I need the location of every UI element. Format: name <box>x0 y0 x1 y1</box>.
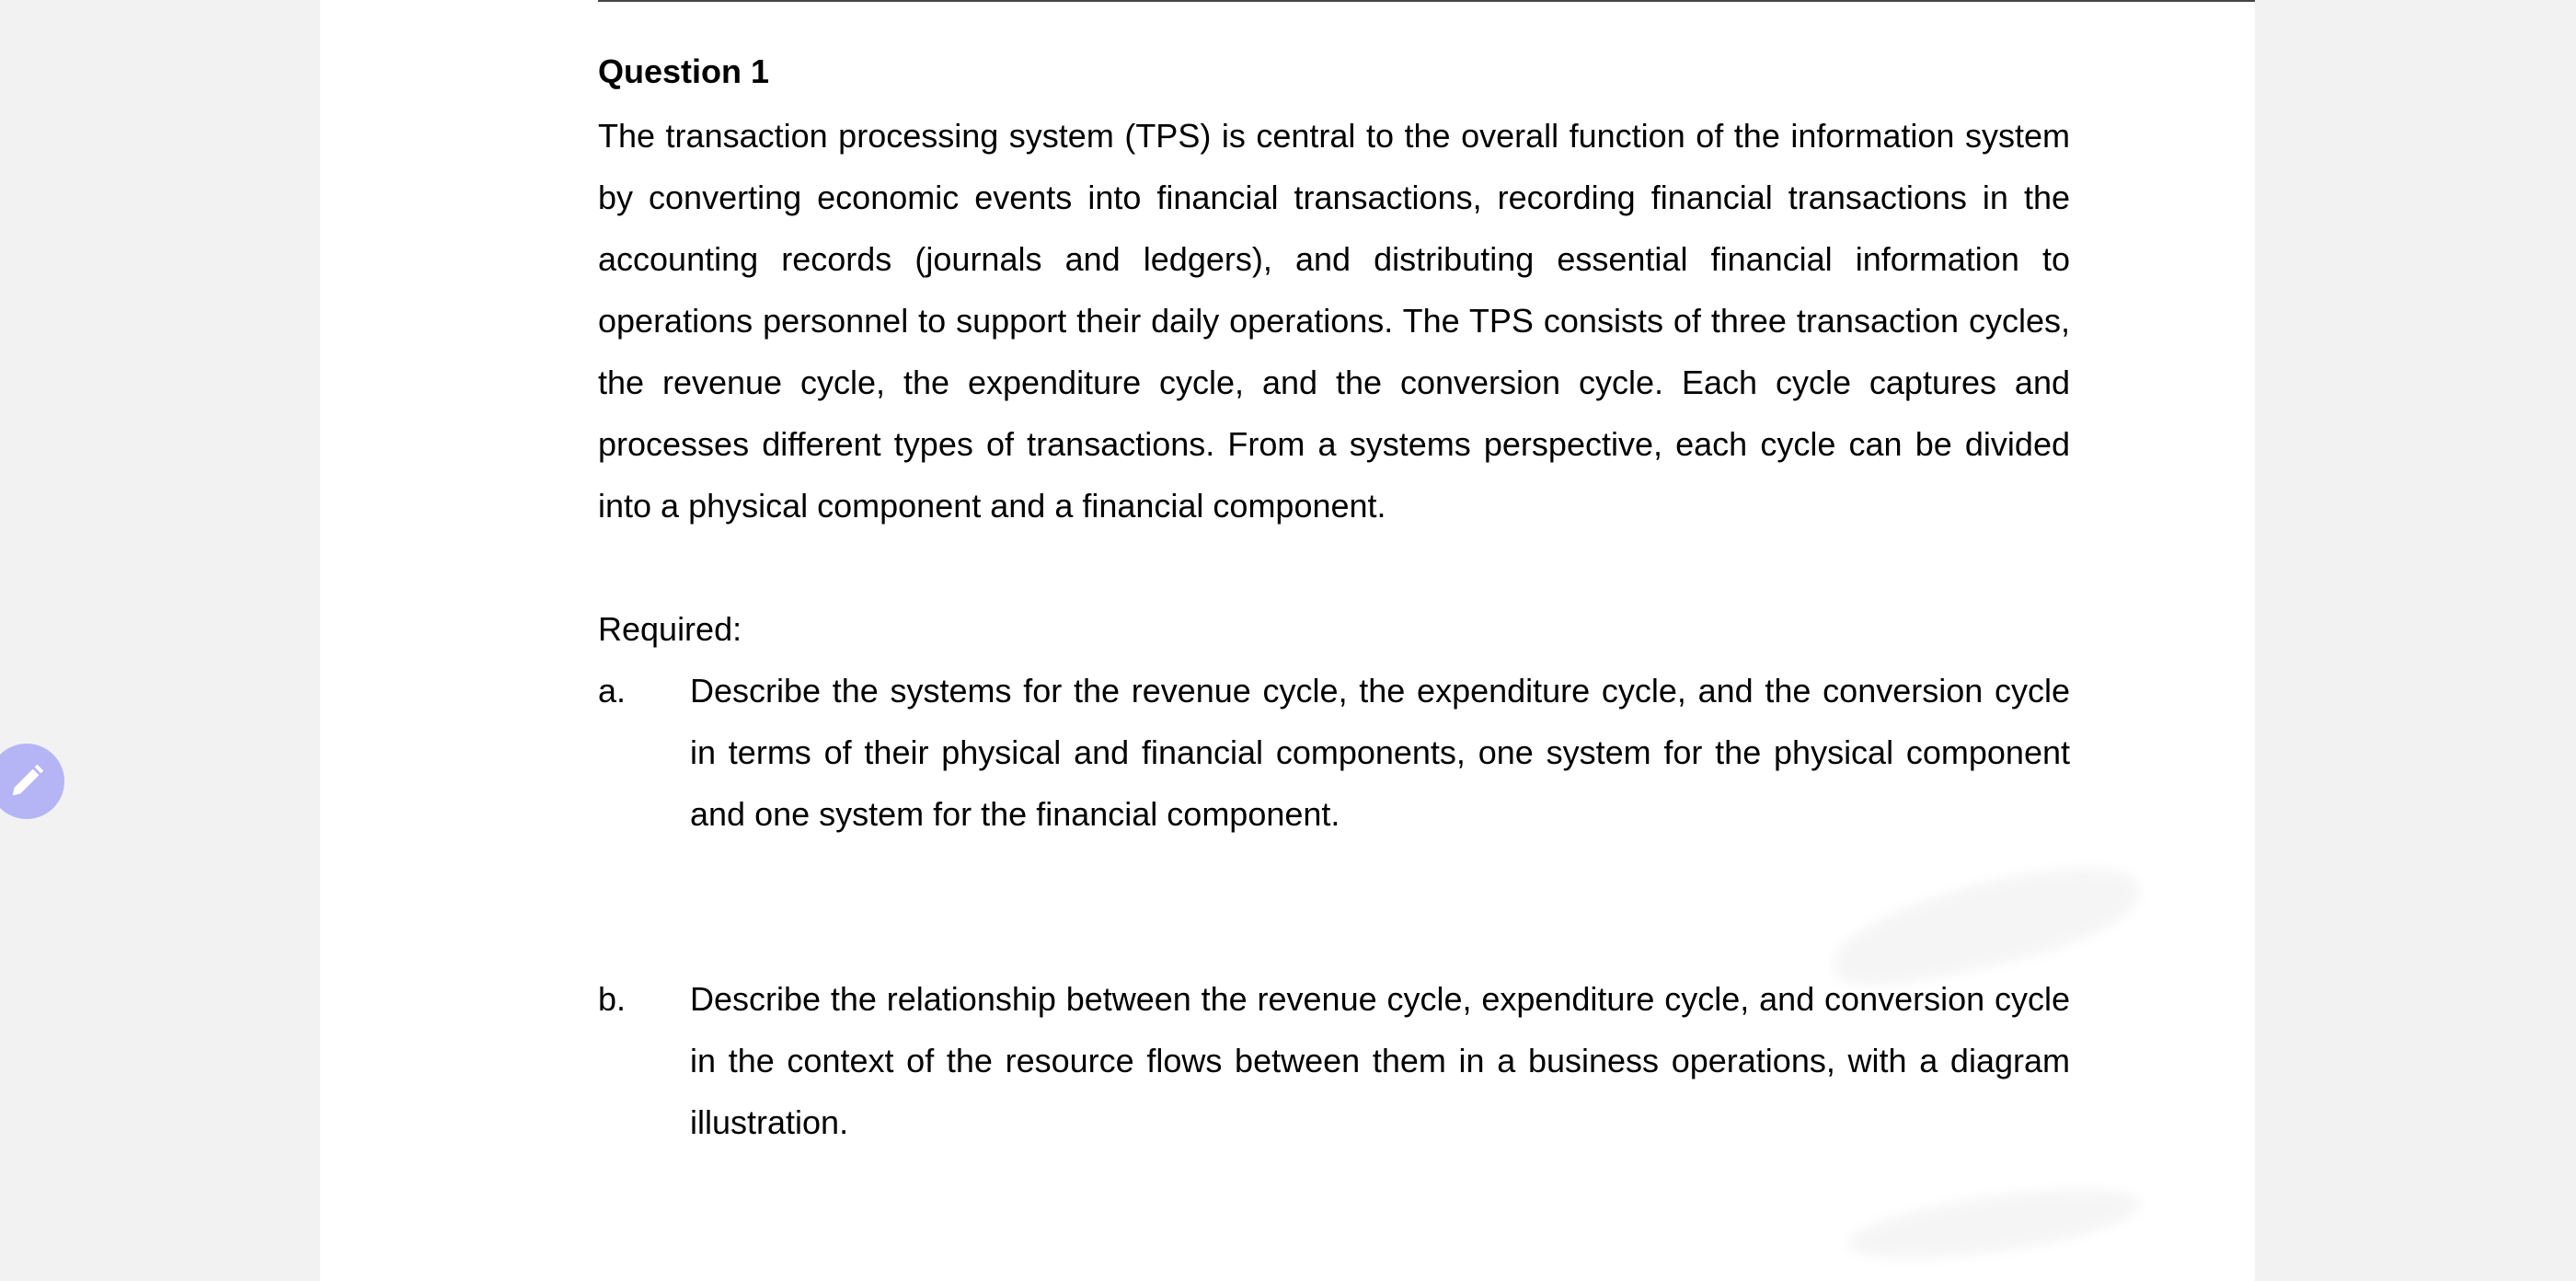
item-letter: a. <box>598 672 627 710</box>
item-text: Describe the relationship between the revenue cycle, expenditure cycle, and conversion cycle in the context of the resource flows between them in a business operations, with a diagram illustration. <box>690 980 2070 1141</box>
watermark-shape <box>1845 1176 2144 1272</box>
intro-paragraph: The transaction processing system (TPS) is central to the overall function of the information system by converting economic events into financial transactions, recording financial transactions in the accounting records (journals and ledgers), and distributing essential financial information to operations personnel to support their daily operations. The TPS consists of three transaction cycles, the revenue cycle, the expenditure cycle, and the conversion cycle. Each cycle captures and processes different types of transactions. From a systems perspective, each cycle can be divided into a physical component and a financial component. <box>598 117 2070 525</box>
required-item-b <box>598 968 2070 1153</box>
question-title: Question 1 <box>598 52 770 90</box>
item-letter: b. <box>598 980 627 1018</box>
document-content <box>598 44 2070 1153</box>
top-rule-divider <box>598 0 2255 2</box>
item-text: Describe the systems for the revenue cycle, the expenditure cycle, and the conversion cycle in terms of their physical and financial components, one system for the physical component and one system for the financial component. <box>690 672 2070 833</box>
document-page <box>320 0 2255 1281</box>
required-label: Required: <box>598 610 742 648</box>
required-item-a <box>598 660 2070 845</box>
pencil-icon <box>6 760 48 802</box>
edit-button[interactable] <box>0 744 64 819</box>
